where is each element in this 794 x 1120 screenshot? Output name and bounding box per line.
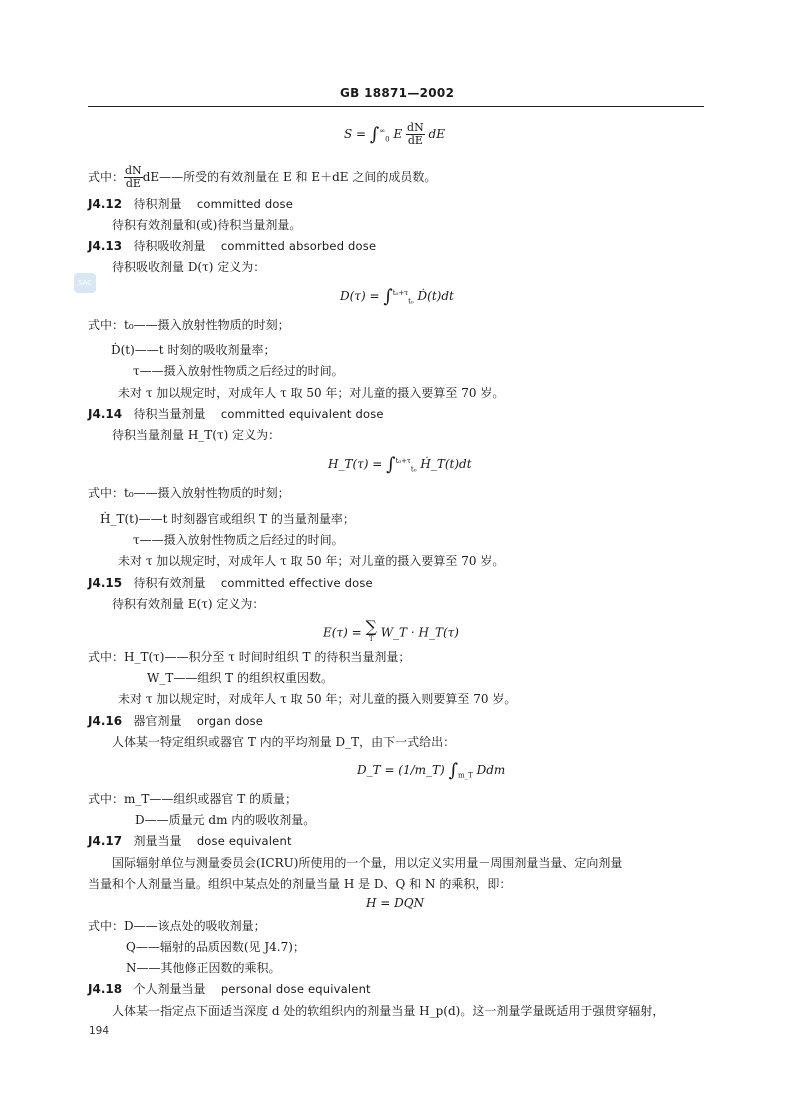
section-heading-j416: J4.16 器官剂量 organ dose [88,714,264,728]
j417-text-1: 国际辐射单位与测量委员会(ICRU)所使用的一个量，用以定义实用量－周围剂量当量、定向剂量 [112,856,623,870]
section-heading-j418: J4.18 个人剂量当量 personal dose equivalent [88,982,371,996]
eq-s-lower: 0 [385,135,390,144]
standard-header: GB 18871—2002 [340,86,455,100]
j413-note: 未对 τ 加以规定时，对成年人 τ 取 50 年；对儿童的摄入要算至 70 岁。 [118,386,505,400]
j417-where-1: 式中：D——该点处的吸收剂量； [88,919,266,933]
integral-sign: ∫ [448,760,458,781]
section-heading-j417: J4.17 剂量当量 dose equivalent [88,834,292,848]
equation-s [344,122,445,147]
equation-d-tau: D(τ) = ∫$^{t_0+\tau}_{t_0}$ Ḋ(t)dt [340,286,454,307]
j412-text: 待积有效剂量和(或)待积当量剂量。 [112,218,302,232]
j415-text: 待积有效剂量 E(τ) 定义为： [112,597,265,611]
j413-where-2: Ḋ(t)——t 时刻的吸收剂量率； [111,343,276,357]
equation-e-tau: E(τ) = ∑ T W_T · H_T(τ) [323,617,459,643]
where-s-fraction: $\frac{dN}{dE}$ [125,164,142,190]
j416-where-2: D——质量元 dm 内的吸收剂量。 [135,813,316,827]
j414-note: 未对 τ 加以规定时，对成年人 τ 取 50 年；对儿童的摄入要算至 70 岁。 [118,554,505,568]
integral-sign: ∫ [369,124,380,145]
j415-where-1: 式中：H_T(τ)——积分至 τ 时间时组织 T 的待积当量剂量； [88,650,411,664]
eq-s-upper: ∞ [379,127,386,135]
section-heading-j413: J4.13 待积吸收剂量 committed absorbed dose [88,239,377,253]
eq-s-e: E [393,127,403,141]
j413-where-1: 式中：t₀——摄入放射性物质的时刻； [88,318,290,332]
eq-s-de: dE [428,127,445,141]
j415-where-2: W_T——组织 T 的组织权重因数。 [147,671,333,685]
equation-d-t: D_T = (1/m_T) $\int_{m\_T}$ Ddm [357,760,506,781]
integral-sign: ∫ [383,286,393,307]
j418-text: 人体某一指定点下面适当深度 d 处的软组织内的剂量当量 H_p(d)。这一剂量学量既适用于强贯穿辐射， [112,1004,665,1018]
page-number: 194 [89,1025,110,1037]
j417-where-3: N——其他修正因数的乘积。 [126,961,281,975]
summation: ∑ T [365,617,377,643]
section-heading-j415: J4.15 待积有效剂量 committed effective dose [88,576,373,590]
j414-text: 待积当量剂量 H_T(τ) 定义为： [112,428,281,442]
j417-where-2: Q——辐射的品质因数(见 J4.7)； [126,940,305,954]
eq-s-lhs: S = [344,127,367,141]
j417-text-2: 当量和个人剂量当量。组织中某点处的剂量当量 H 是 D、Q 和 N 的乘积，即： [88,877,512,891]
equation-h-tau: H_T(τ) = ∫$^{t_0+\tau}_{t_0}$ Ḣ_T(t)dt [328,454,472,475]
j416-text: 人体某一特定组织或器官 T 内的平均剂量 D_T，由下一式给出： [112,735,456,749]
header-rule [88,106,704,107]
section-heading-j412: J4.12 待积剂量 committed dose [88,197,294,211]
where-s: 式中： $\frac{dN}{dE}$ dE——所受的有效剂量在 E 和 E＋dE 之间的成员数。 [88,164,437,190]
j413-where-3: τ——摄入放射性物质之后经过的时间。 [133,364,344,378]
j414-where-2: Ḣ_T(t)——t 时刻器官或组织 T 的当量剂量率； [100,512,355,526]
eq-s-fraction: $\frac{dN}{dE}$ [407,121,424,147]
j414-where-3: τ——摄入放射性物质之后经过的时间。 [133,533,344,547]
j415-note: 未对 τ 加以规定时，对成年人 τ 取 50 年；对儿童的摄入则要算至 70 岁。 [118,692,517,706]
section-heading-j414: J4.14 待积当量剂量 committed equivalent dose [88,407,384,421]
j416-where-1: 式中：m_T——组织或器官 T 的质量； [88,792,298,806]
equation-h-dqn: H = DQN [366,896,425,910]
j414-where-1: 式中：t₀——摄入放射性物质的时刻； [88,486,290,500]
j413-text: 待积吸收剂量 D(τ) 定义为： [112,260,266,274]
integral-sign: ∫ [386,454,396,475]
sac-watermark: SAC [74,273,96,293]
